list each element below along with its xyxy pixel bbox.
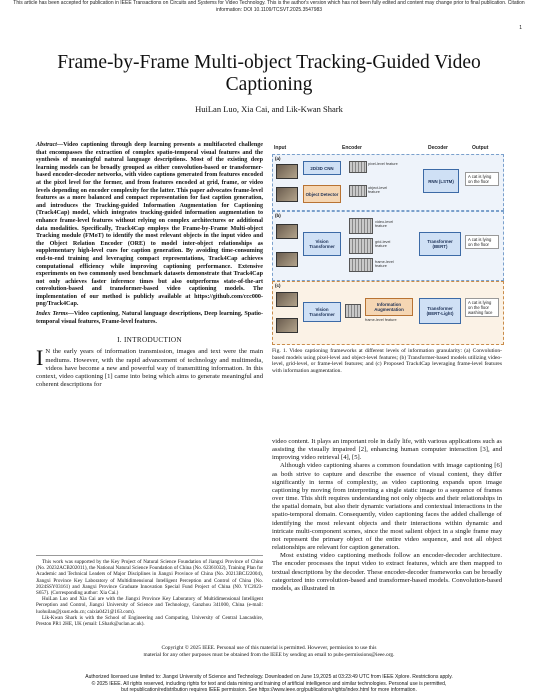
figure-band-b bbox=[272, 211, 504, 281]
left-column bbox=[36, 142, 263, 389]
object-feature-block bbox=[349, 185, 367, 197]
index-terms bbox=[36, 311, 263, 326]
transformer-bert-light-box: Transformer (BERT-Light) bbox=[419, 298, 461, 324]
frame-feature-block bbox=[349, 258, 373, 272]
grid-feature-block bbox=[349, 238, 373, 254]
vision-transformer-box-c: Vision Transformer bbox=[303, 302, 341, 322]
grid-feature-label: grid-level feature bbox=[375, 240, 391, 248]
info-augmentation-box: Information Augmentation bbox=[365, 298, 413, 316]
band-b-label: (b) bbox=[275, 213, 281, 218]
pixel-feature-label: pixel-level feature bbox=[368, 162, 398, 166]
video-feature-block bbox=[349, 218, 373, 234]
intro-paragraph-3: Most existing video captioning methods follow an encoder-decoder architecture. The encoder processes the input video to extract features, which are then mapped to textual descriptions by the decoder. These encoder-decoder frameworks can be broadly categorized into convolution-based and transformer-based models. Convolution-based models, as illustrated in bbox=[272, 552, 502, 592]
video-frame-thumbnail bbox=[276, 187, 298, 202]
transformer-bert-box: Transformer (BERT) bbox=[419, 232, 461, 256]
right-column bbox=[272, 438, 502, 593]
publication-notice: This article has been accepted for publication in IEEE Transactions on Circuits and Systems for Video Technology. This is the author's version which has not been fully edited and content may change prior to final publication. Citation information: DOI 10.1109/TCSVT.2025.3547983 bbox=[13, 0, 525, 13]
index-terms-text: —Video captioning, Natural language descriptions, Deep learning, Spatio-temporal visual features, Frame-level features. bbox=[36, 311, 263, 325]
footnote-affiliation-1: HuiLan Luo and Xia Cai are with the Jiangxi Province Key Laboratory of Multidimensional Intelligent Perception and Control, Jiangxi University of Science and Technology, Ganzhou 341000, China (e-mail: luohuilan@jxust.edu.cn; caixia0421@163.com). bbox=[36, 596, 263, 615]
footnote-funding: This work was supported by the Key Project of Natural Science Foundation of Jiangxi Province of China (No. 20232ACB202011), the National Natural Science Foundation of China (No. 62361032), Training Plan for Academic and Technical Leaders of Major Disciplines in Jiangxi Province of China (No. 20213BCJ22004), Jiangxi Province Key Laboratory of Multidimensional Intelligent Perception and Control of China (No. 2024SSY03161) and Jiangxi Province Graduate Innovation Special Fund Project of China (N0. YC2023-S657). (Corresponding author: Xia Cai.) bbox=[36, 559, 263, 597]
vision-transformer-box: Vision Transformer bbox=[303, 232, 341, 256]
rnn-box: RNN (LSTM) bbox=[423, 169, 459, 193]
cnn-box: 2D/3D CNN bbox=[303, 161, 341, 175]
video-frame-thumbnail bbox=[276, 252, 298, 267]
figure-col-output: Output bbox=[472, 145, 489, 151]
copyright-notice bbox=[36, 645, 502, 658]
band-a-label: (a) bbox=[275, 156, 281, 161]
output-caption-a: A cat is lying on the floor bbox=[465, 172, 499, 186]
pixel-feature-block bbox=[349, 161, 367, 173]
intro-paragraph-1-text: N the early years of information transmission, images and text were the main mediums. However, with the rapid advancement of technology and multimedia, videos have become a new and powerful way of transmitting information. In this context, video captioning [1] came into being which aims to generate meaningful and coherent descriptions for bbox=[36, 348, 263, 389]
video-frame-thumbnail bbox=[276, 224, 298, 239]
video-frame-thumbnail bbox=[276, 318, 298, 333]
footnote-affiliation-2: Lik-Kwan Shark is with the School of Engineering and Computing, University of Central Lancashire, Preston PR1 2HE, UK (email: LShark@uclan.ac.uk). bbox=[36, 614, 263, 628]
figure-1-caption: Fig. 1. Video captioning frameworks at different levels of information granularity: (a) Convolution-based models using pixel-level and object-level features; (b) Transformer-based models utilizing video-level, grid-level, or frame-level features; and (c) Proposed Track4Cap leveraging frame-level features with information augmentation. bbox=[272, 348, 502, 375]
drop-cap: I bbox=[36, 345, 44, 371]
figure-band-c bbox=[272, 281, 504, 345]
footnotes bbox=[36, 555, 263, 627]
figure-band-a bbox=[272, 154, 504, 211]
frame-feature-block-c bbox=[345, 304, 361, 318]
frame-feature-label: frame-level feature bbox=[375, 260, 394, 268]
object-detector-box: Object Detector bbox=[303, 185, 341, 203]
intro-paragraph-2: Although video captioning shares a common foundation with image captioning [6] as both strive to capture and describe the essence of visual content, they differ significantly in terms of complexity, as video captioning expands upon image captioning by moving from interpreting a single static image to a sequence of frames over time. This shift requires understanding not only objects and their relationships in the spatial domain, but also their dynamic variations and contextual interactions in the spatio-temporal domain. Consequently, video captioning faces the added challenge of identifying the most relevant objects and their interactions within dynamic and intricate multi-component scenes, since the most salient object in a single frame may not represent the primary object of the entire video sequence, and not all object relationships are relevant for caption generation. bbox=[272, 462, 502, 552]
license-line-3: but republication/redistribution requires IEEE permission. See https://www.ieee.org/publications/rights/index.html for more information. bbox=[121, 687, 417, 693]
output-caption-b: A cat is lying on the floor bbox=[465, 235, 499, 249]
output-caption-c: A cat is lying on the floor washing face bbox=[465, 298, 499, 317]
band-c-label: (c) bbox=[275, 283, 281, 288]
paper-title: Frame-by-Frame Multi-object Tracking-Guided Video Captioning bbox=[57, 52, 481, 95]
section-heading-introduction: I. INTRODUCTION bbox=[117, 336, 182, 345]
abstract-label: Abstract bbox=[36, 142, 57, 148]
copyright-line-2: material for any other purposes must be obtained from the IEEE by sending an email to pubs-permissions@ieee.org. bbox=[143, 651, 395, 658]
video-frame-thumbnail bbox=[276, 164, 298, 179]
video-feature-label: video-level feature bbox=[375, 220, 394, 228]
video-frame-thumbnail bbox=[276, 292, 298, 307]
license-notice bbox=[0, 674, 538, 694]
figure-col-input: Input bbox=[274, 145, 287, 151]
abstract bbox=[36, 142, 263, 309]
license-line-2: © 2025 IEEE. All rights reserved, including rights for text and data mining and training of artificial intelligence and similar technologies. Personal use is permitted, bbox=[91, 680, 447, 687]
license-line-1: Authorized licensed use limited to: Jiangxi University of Science and Technology. Downloaded on June 19,2025 at 03:23:49 UTC from IEEE Xplore. Restrictions apply. bbox=[85, 674, 453, 680]
paper-authors: HuiLan Luo, Xia Cai, and Lik-Kwan Shark bbox=[195, 104, 343, 114]
figure-col-encoder: Encoder bbox=[342, 145, 363, 151]
figure-1 bbox=[272, 145, 502, 345]
object-feature-label: object-level feature bbox=[368, 186, 388, 194]
page-number: 1 bbox=[519, 25, 522, 31]
frame-feature-label-c: frame-level feature bbox=[365, 318, 397, 322]
copyright-line-1: Copyright © 2025 IEEE. Personal use of this material is permitted. However, permission to use this bbox=[161, 645, 377, 651]
index-terms-label: Index Terms bbox=[36, 311, 68, 318]
figure-col-decoder: Decoder bbox=[428, 145, 449, 151]
intro-paragraph-continued: video content. It plays an important role in daily life, with various applications such as assisting the visually impaired [2], enhancing human computer interaction [3], and improving video retrieval [4], [5]. bbox=[272, 438, 502, 462]
abstract-text: —Video captioning through deep learning presents a multifaceted challenge that encompasses the extraction of complex spatio-temporal visual features and the synthesis of meaningful natural language descriptions. Most of the existing deep learning models can be broadly grouped as either convolution-based or transformer-based encoder-decoder networks, with video captions generated from features encoded at the pixel level for the former, and from features encoded at grid, frame, or video levels depending on encoder complexity for the latter. This paper advocates frame-level features as a more balanced and compact representation for fast caption generation, and introduces the Tracking-guided Information Augmentation for Captioning (Track4Cap) model, which integrates tracking-guided information augmentation to enhance frame-level features without relying on complex architectures or additional data modalities. Specifically, Track4Cap employs the Frame-by-Frame Multi-object Tracking module (FMoT) to identify the most relevant objects in the input video and the Object Relation Encoder (ORE) to model inter-object relationships as supplementary high-level cues for caption generation. By avoiding time-consuming end-to-end training and leveraging compact representations, Track4Cap achieves computational efficiency while improving captioning performance. Extensive experiments on two commonly used benchmark datasets demonstrate that Track4Cap not only achieves faster inference times but also outperforms state-of-the-art convolution-based and transformer-based video captioning models. The implementation of our method is publicly available at https://github.com/ccc000-png/Track4Cap. bbox=[36, 142, 263, 308]
intro-paragraph-1 bbox=[36, 345, 263, 389]
